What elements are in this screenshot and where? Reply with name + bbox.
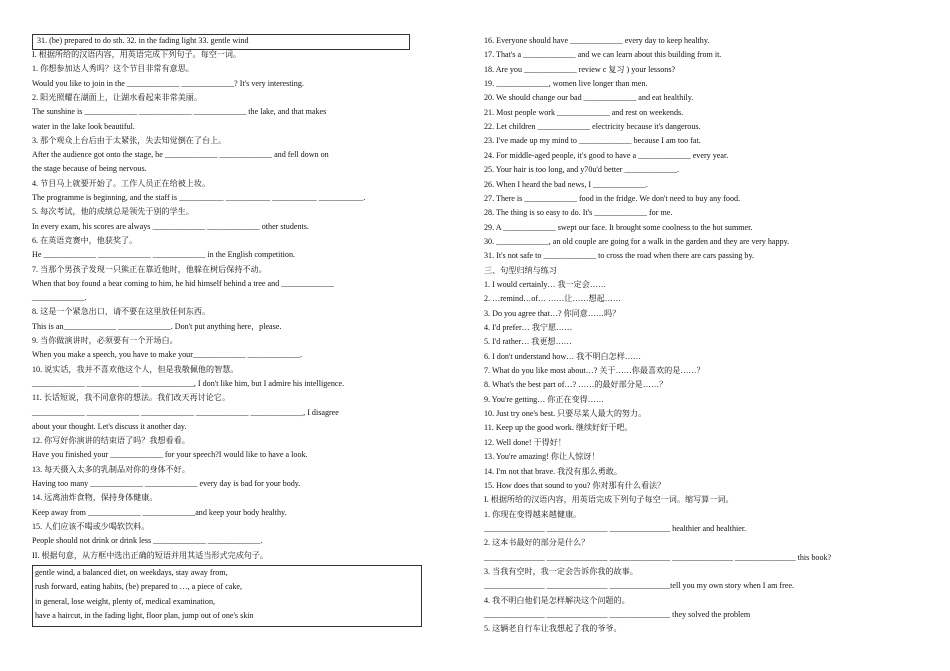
worksheet-line: 13. You're amazing! 你让人惊讶！: [484, 452, 600, 462]
worksheet-line: 3. 那个观众上台后由于太紧张，失去知觉倒在了台上。: [32, 135, 227, 145]
worksheet-line: After the audience got onto the stage, he _____________ _____________ and fell down on: [32, 150, 329, 160]
worksheet-line: 22. Let children _____________ electricity because it's dangerous.: [484, 122, 701, 132]
worksheet-line: 18. Are you _____________ review c 复习 ) your lessons?: [484, 64, 676, 74]
worksheet-line: Having too many _____________ _____________ every day is bad for your body.: [32, 479, 301, 488]
worksheet-line: 6. I don't understand how… 我不明白怎样……: [484, 351, 642, 361]
worksheet-line: 25. Your hair is too long, and y70u'd better _____________.: [484, 165, 680, 175]
worksheet-line: The programme is beginning, and the staff is ___________ ___________ ___________ ___________.: [32, 193, 366, 202]
phrase-row: have a haircut, in the fading light, floor plan, jump out of one's skin: [35, 610, 254, 620]
worksheet-line: People should not drink or drink less _____________ _____________.: [32, 536, 263, 546]
worksheet-line: _______________ _______________ _______________ _______________ _______________ this book?: [484, 552, 832, 562]
worksheet-line: 1. 你想参加达人秀吗？这个节目非常有意思。: [32, 64, 194, 74]
worksheet-line: _______________ _______________ _______________tell you my own story when I am free.: [484, 581, 795, 591]
worksheet-line: 10. Just try one's best. 只要尽某人最大的努力。: [484, 409, 647, 419]
worksheet-line: _____________.: [32, 293, 87, 303]
worksheet-line: 2. …remind…of… ……让……想起……: [484, 294, 621, 304]
worksheet-line: 2. 这本书最好的部分是什么？: [484, 538, 590, 548]
worksheet-line: 19. _____________, women live longer than men.: [484, 79, 648, 89]
worksheet-line: 6. 在英语竞赛中，他获奖了。: [32, 235, 138, 245]
worksheet-line: Would you like to join in the _____________ _____________? It's very interesting.: [32, 78, 304, 88]
answer-key-box: [32, 34, 410, 50]
worksheet-line: 9. You're getting… 你正在变得……: [484, 394, 604, 404]
worksheet-line: 23. I've made up my mind to _____________ because I am too fat.: [484, 136, 701, 146]
worksheet-line: Have you finished your _____________ for your speech?I would like to have a look.: [32, 450, 308, 460]
worksheet-line: This is an_____________ _____________. Don't put anything here，please.: [32, 321, 282, 331]
phrase-row: gentle wind, a balanced diet, on weekdays, stay away from,: [35, 568, 228, 577]
worksheet-line: 4. I'd prefer… 我宁愿……: [484, 323, 573, 332]
worksheet-line: 21. Most people work _____________ and rest on weekends.: [484, 107, 684, 117]
worksheet-line: _______________ _______________ _______________ healthier and healthier.: [484, 523, 747, 533]
worksheet-line: 1. I would certainly… 我一定会……: [484, 279, 607, 289]
worksheet-line: 3. Do you agree that…? 你同意……吗？: [484, 308, 621, 318]
worksheet-line: _______________ _______________ _______________ they solved the problem: [484, 610, 751, 619]
worksheet-line: 14. I'm not that brave. 我没有那么勇敢。: [484, 466, 622, 476]
worksheet-line: 29. A _____________ swept our face. It brought some coolness to the hot summer.: [484, 222, 753, 232]
worksheet-line: 27. There is _____________ food in the fridge. We don't need to buy any food.: [484, 193, 741, 203]
worksheet-line: 5. 每次考试，他的成绩总是领先于别的学生。: [32, 207, 194, 217]
worksheet-line: 12. Well done! 干得好！: [484, 437, 566, 447]
worksheet-line: 1. 你现在变得越来越健康。: [484, 509, 582, 519]
worksheet-line: 11. 长话短说，我不同意你的想法。我们改天再讨论它。: [32, 393, 230, 403]
worksheet-line: Keep away from _____________ _____________and keep your body healthy.: [32, 507, 287, 517]
worksheet-line: 9. 当你做演讲时，必须要有一个开场白。: [32, 336, 178, 345]
worksheet-line: 28. The thing is so easy to do. It's _____________ for me.: [484, 208, 673, 218]
worksheet-line: 5. I'd rather… 我更想……: [484, 337, 572, 347]
worksheet-line: 4. 我不明白他们是怎样解决这个问题的。: [484, 595, 630, 605]
worksheet-line: 15. 人们应该不喝或少喝软饮料。: [32, 521, 150, 531]
worksheet-line: 15. How does that sound to you? 你对那有什么看法？: [484, 480, 666, 490]
worksheet-line: I. 根据所给的汉语内容，用英语完成下列句子每空一词。缩写算一词。: [484, 495, 734, 505]
worksheet-line: 7. What do you like most about…? 关于……你最喜欢的是……？: [484, 366, 705, 376]
worksheet-line: 5. 这辆老自行车让我想起了我的爷爷。: [484, 624, 622, 634]
worksheet-line: When you make a speech, you have to make your_____________ _____________.: [32, 350, 303, 360]
worksheet-line: 10. 说实话，我并不喜欢他这个人，但是我敬佩他的智慧。: [32, 364, 239, 374]
worksheet-line: the stage because of being nervous.: [32, 164, 147, 174]
worksheet-line: 11. Keep up the good work. 继续好好干吧。: [484, 423, 633, 433]
worksheet-line: _____________ _____________ _____________ _____________ _____________, I disagree: [32, 407, 339, 417]
worksheet-line: He _____________ _____________ _____________ in the English competition.: [32, 250, 296, 260]
worksheet-line: 4. 节目马上就要开始了。工作人员正在给被上妆。: [32, 178, 211, 188]
worksheet-line: 2. 阳光照耀在湖面上，让湖水看起来非常美丽。: [32, 92, 202, 102]
answer-key-text: 31. (be) prepared to do sth. 32. in the fading light 33. gentle wind: [37, 36, 249, 45]
worksheet-line: 3. 当我有空时，我一定会告诉你我的故事。: [484, 566, 638, 576]
worksheet-line: 30. _____________, an old couple are going for a walk in the garden and they are very happy.: [484, 236, 790, 246]
worksheet-line: 14. 远离油炸食物，保持身体健康。: [32, 493, 158, 503]
worksheet-line: 20. We should change our bad _____________ and eat healthily.: [484, 93, 694, 103]
worksheet-line: water in the lake look beautiful.: [32, 121, 135, 131]
worksheet-line: 26. When I heard the bad news, I _____________.: [484, 179, 648, 189]
worksheet-line: _____________ _____________ _____________, I don't like him, but I admire his intelligence.: [32, 378, 345, 388]
worksheet-line: When that boy found a bear coming to him, he hid himself behind a tree and _____________: [32, 278, 334, 288]
worksheet-line: 12. 你写好你演讲的结束语了吗？我想看看。: [32, 436, 190, 446]
worksheet-line: 13. 每天摄入太多的乳制品对你的身体不好。: [32, 464, 190, 474]
worksheet-line: 17. That's a _____________ and we can learn about this building from it.: [484, 50, 722, 60]
worksheet-line: 8. What's the best part of…? ……的最好部分是……？: [484, 380, 668, 390]
phrase-row: in general, lose weight, plenty of, medical examination,: [35, 596, 216, 606]
phrase-row: rush forward, eating habits, (be) prepared to …, a piece of cake,: [35, 582, 242, 592]
worksheet-line: 三、句型归纳与练习: [484, 265, 557, 275]
worksheet-line: 24. For middle-aged people, it's good to have a _____________ every year.: [484, 150, 729, 160]
worksheet-line: 31. It's not safe to _____________ to cross the road when there are cars passing by.: [484, 251, 754, 261]
worksheet-line: I. 根据所给的汉语内容，用英语完成下列句子。每空一词。: [32, 50, 242, 59]
worksheet-line: The sunshine is _____________ _____________ _____________ the lake, and that makes: [32, 107, 327, 117]
worksheet-line: 16. Everyone should have _____________ every day to keep healthy.: [484, 36, 710, 45]
worksheet-line: II. 根据句意，从方框中选出正确的短语并用其适当形式完成句子。: [32, 550, 269, 560]
worksheet-line: In every exam, his scores are always _____________ _____________ other students.: [32, 221, 309, 231]
worksheet-line: about your thought. Let's discuss it another day.: [32, 421, 187, 431]
worksheet-line: 8. 这是一个紧急出口，请不要在这里放任何东西。: [32, 307, 211, 317]
phrase-box: [32, 565, 422, 627]
worksheet-line: 7. 当那个男孩子发现一只熊正在靠近他时，他躲在树后保持不动。: [32, 264, 267, 274]
